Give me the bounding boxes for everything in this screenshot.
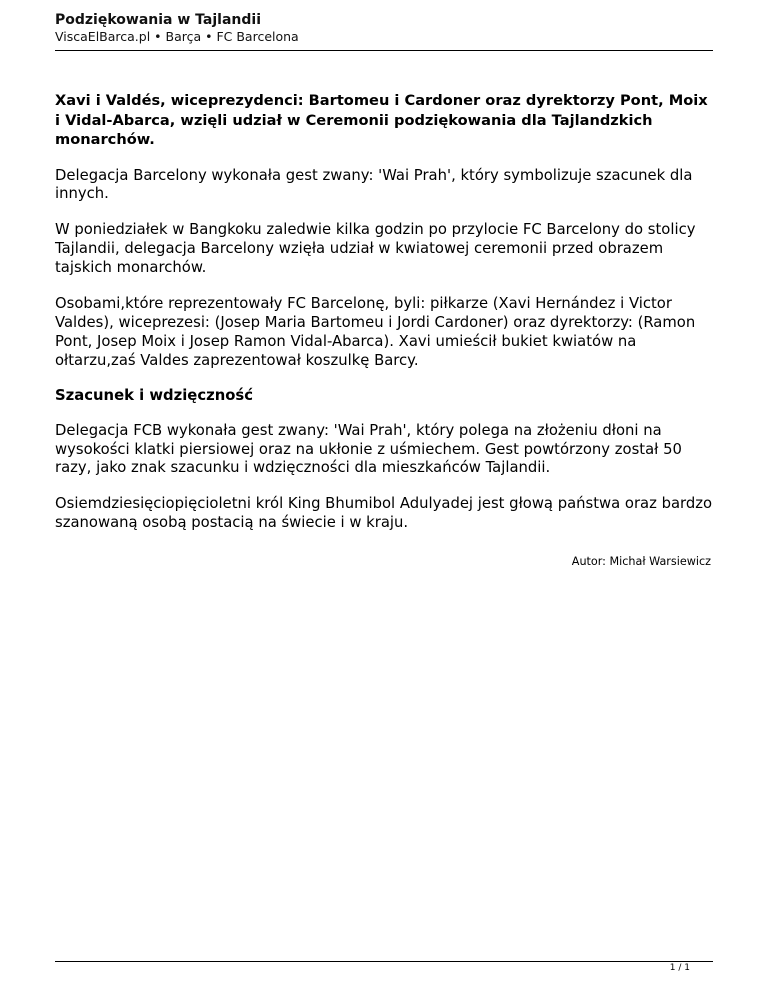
footer-divider bbox=[55, 961, 713, 962]
page-header bbox=[55, 12, 713, 45]
article-paragraph: Osiemdziesięciopięcioletni król King Bhumibol Adulyadej jest głową państwa oraz bardzo szanowaną osobą postacią na świecie i w kraju. bbox=[55, 495, 713, 532]
page-header-title: Podziękowania w Tajlandii bbox=[55, 12, 261, 28]
article-title: Xavi i Valdés, wiceprezydenci: Bartomeu i Cardoner oraz dyrektorzy Pont, Moix i Vidal-Abarca, wzięli udział w Ceremonii podziękowania dla Tajlandzkich monarchów. bbox=[55, 92, 708, 148]
header-divider bbox=[55, 50, 713, 51]
article-paragraph: Delegacja Barcelony wykonała gest zwany: 'Wai Prah', który symbolizuje szacunek dla innych. bbox=[55, 166, 693, 203]
author-credit: Autor: Michał Warsiewicz bbox=[571, 555, 711, 569]
article-paragraph: Osobami,które reprezentowały FC Barcelonę, byli: piłkarze (Xavi Hernández i Victor Valdes), wiceprezesi: (Josep Maria Bartomeu i Jordi Cardoner) oraz dyrektorzy: (Ramon Pont, Josep Moix i Josep Ramon Vidal-Abarca). Xavi umieścił bukiet kwiatów na ołtarzu,zaś Valdes zaprezentował koszulkę Barcy. bbox=[55, 295, 696, 369]
page-header-subtitle: ViscaElBarca.pl • Barça • FC Barcelona bbox=[55, 29, 299, 44]
article-body bbox=[55, 91, 715, 569]
section-heading: Szacunek i wdzięczność bbox=[55, 386, 253, 404]
article-paragraph: Delegacja FCB wykonała gest zwany: 'Wai Prah', który polega na złożeniu dłoni na wysokości klatki piersiowej oraz na ukłonie z uśmiechem. Gest powtórzony został 50 razy, jako znak szacunku i wdzięczności dla mieszkańców Tajlandii. bbox=[55, 421, 682, 477]
article-paragraph: W poniedziałek w Bangkoku zaledwie kilka godzin po przylocie FC Barcelony do stolicy Tajlandii, delegacja Barcelony wzięła udział w kwiatowej ceremonii przed obrazem tajskich monarchów. bbox=[55, 221, 696, 277]
page-number: 1 / 1 bbox=[669, 963, 690, 973]
